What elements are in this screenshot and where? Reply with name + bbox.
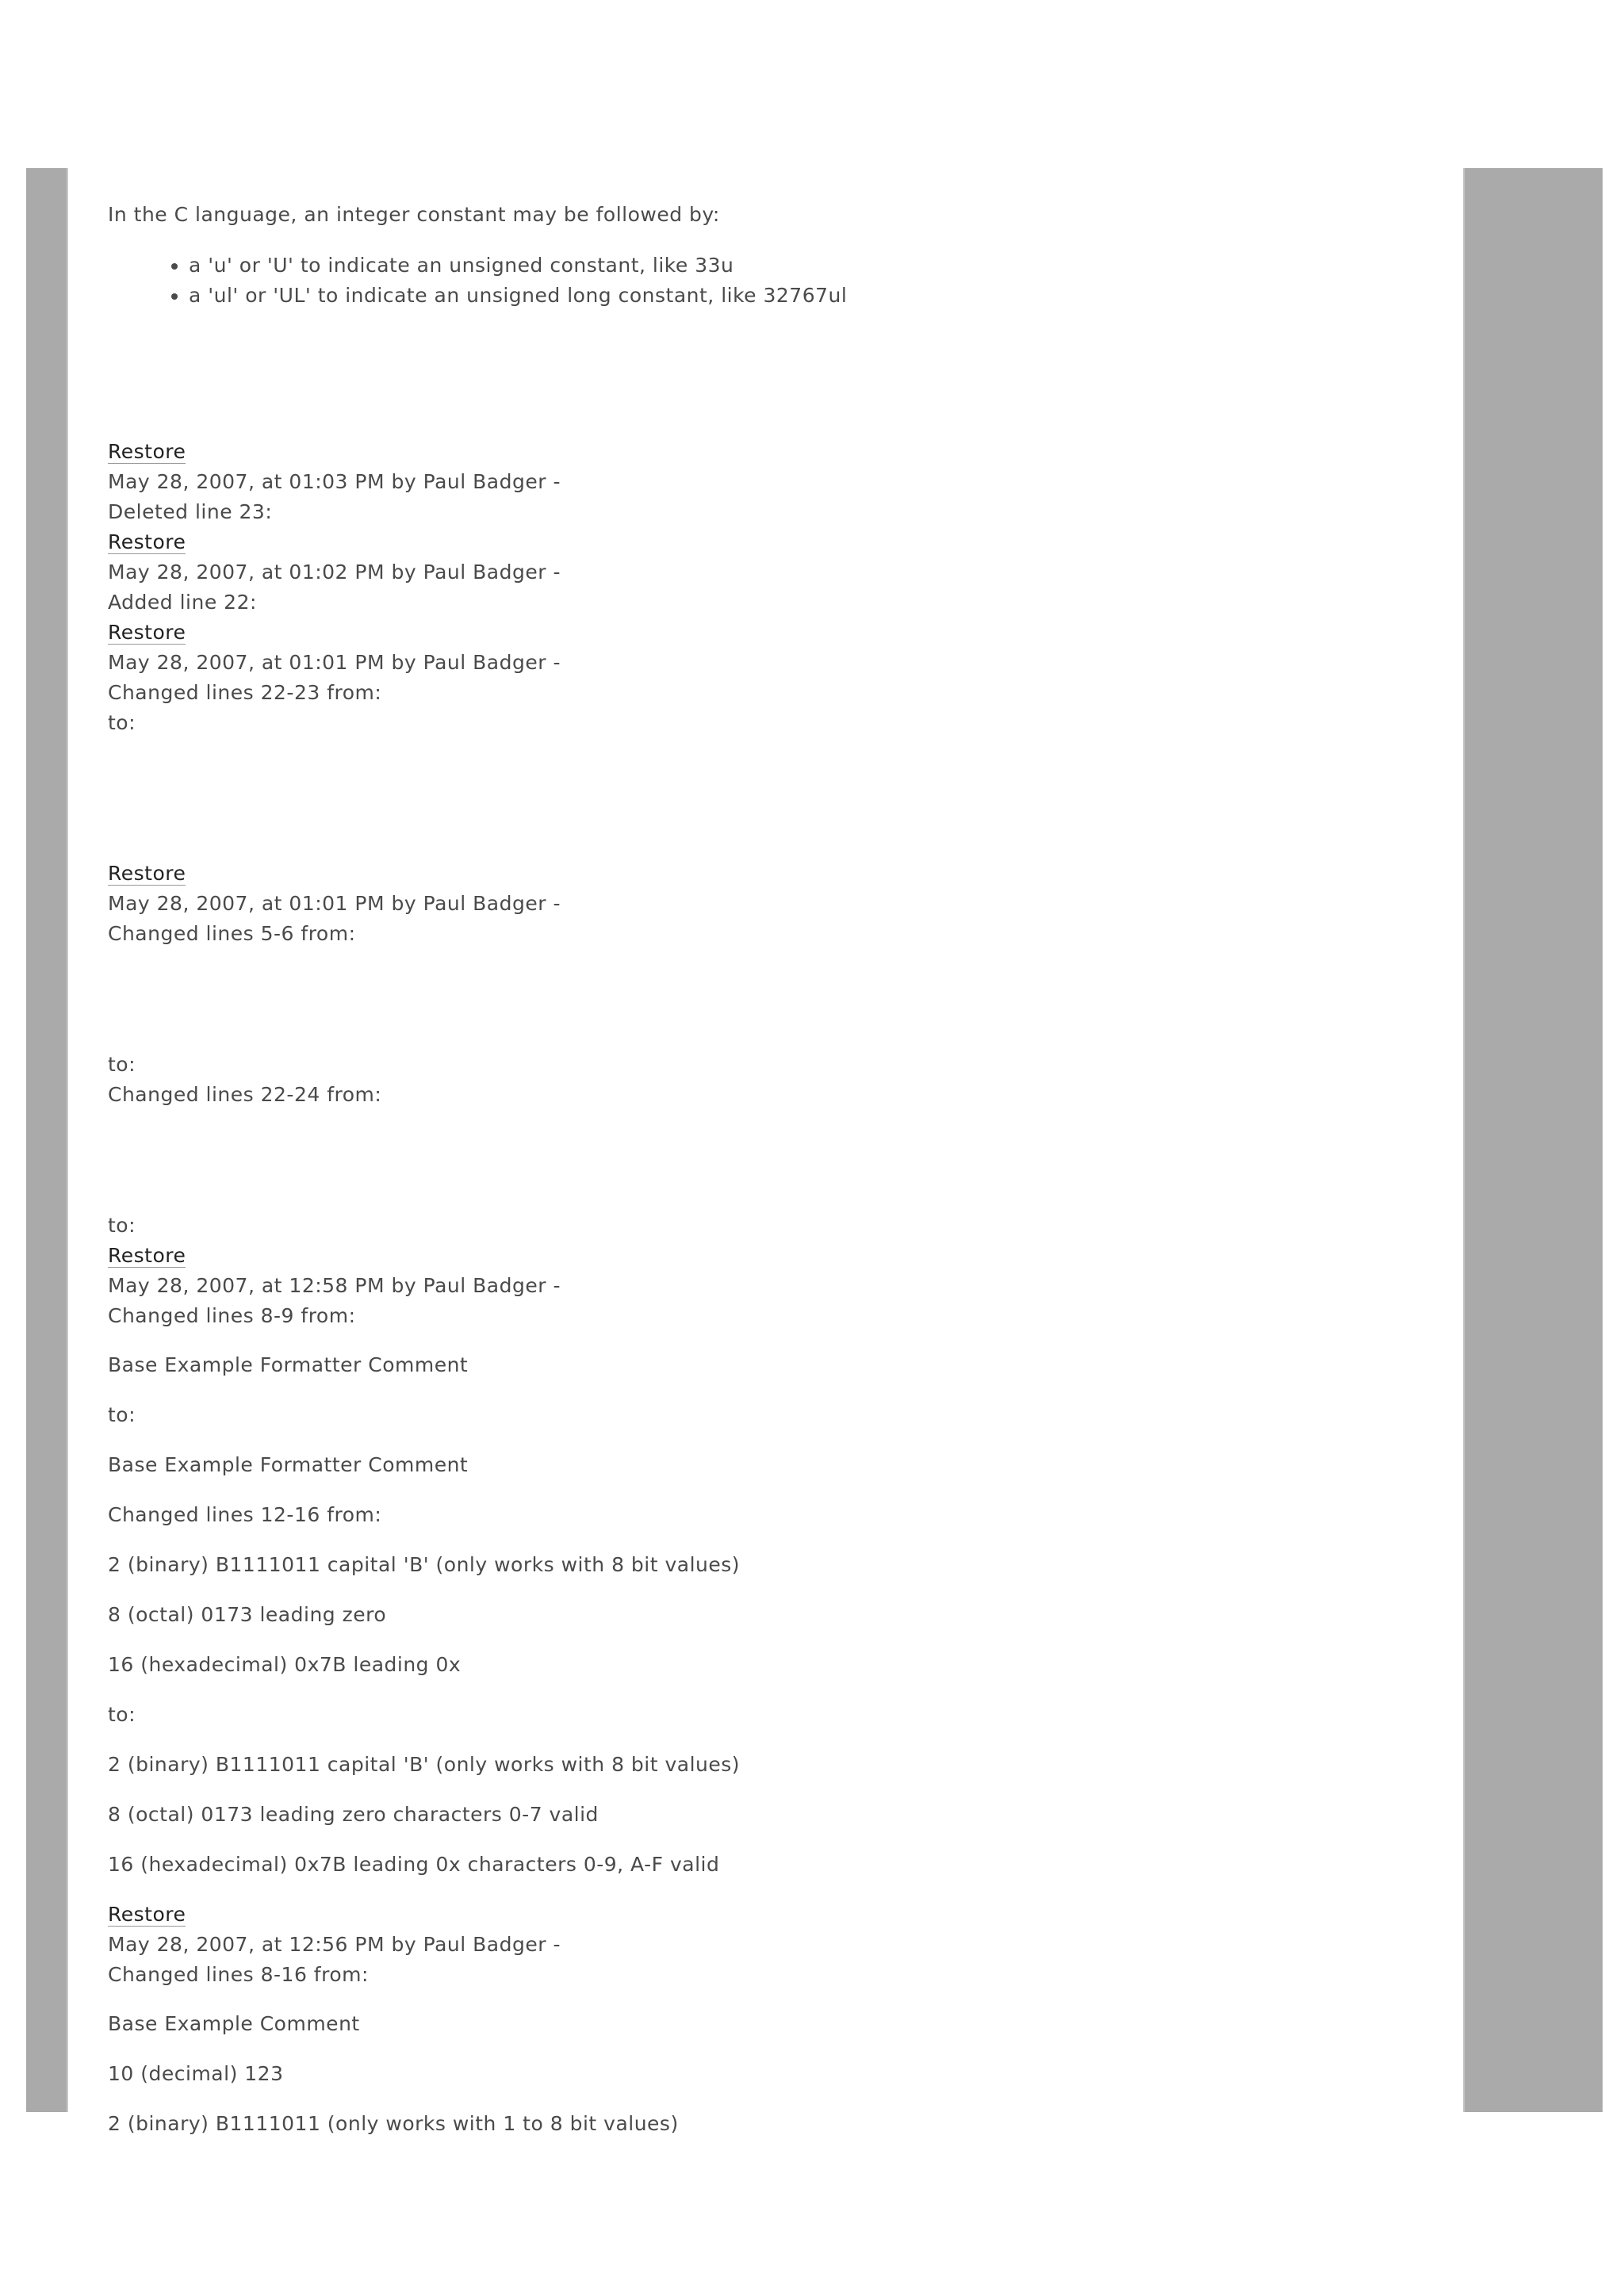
diff-to-label: to: bbox=[108, 1703, 136, 1726]
revision-meta: May 28, 2007, at 01:01 PM by Paul Badger - bbox=[108, 892, 561, 915]
restore-link[interactable]: Restore bbox=[108, 862, 186, 885]
diff-line: 8 (octal) 0173 leading zero bbox=[108, 1603, 387, 1626]
revision-entry bbox=[108, 1900, 1440, 2139]
list-item: • a 'u' or 'U' to indicate an unsigned constant, like 33u bbox=[189, 251, 1440, 281]
diff-line: 2 (binary) B1111011 capital 'B' (only works with 8 bit values) bbox=[108, 1753, 741, 1776]
right-sidebar bbox=[1463, 168, 1603, 2112]
list-item: • a 'ul' or 'UL' to indicate an unsigned long constant, like 32767ul bbox=[189, 281, 1440, 311]
diff-line: 8 (octal) 0173 leading zero characters 0-7 valid bbox=[108, 1803, 599, 1826]
revision-entry bbox=[108, 1241, 1440, 1880]
diff-line: 16 (hexadecimal) 0x7B leading 0x characters 0-9, A-F valid bbox=[108, 1853, 720, 1876]
revision-change: Changed lines 8-16 from: bbox=[108, 1963, 369, 1986]
restore-link[interactable]: Restore bbox=[108, 530, 186, 553]
revision-meta: May 28, 2007, at 01:03 PM by Paul Badger - bbox=[108, 470, 561, 493]
diff-spacer bbox=[108, 311, 1440, 437]
revision-entry bbox=[108, 618, 1440, 738]
revision-meta: May 28, 2007, at 12:56 PM by Paul Badger - bbox=[108, 1933, 561, 1956]
intro-text: In the C language, an integer constant may be followed by: bbox=[108, 203, 720, 226]
intro-list bbox=[108, 251, 1440, 311]
diff-to-label: to: bbox=[108, 1053, 136, 1076]
left-margin-bar bbox=[26, 168, 68, 2112]
revision-change: Changed lines 8-9 from: bbox=[108, 1304, 356, 1327]
restore-link[interactable]: Restore bbox=[108, 621, 186, 644]
page-content bbox=[108, 200, 1440, 2139]
diff-to-label: to: bbox=[108, 711, 136, 734]
diff-line: Base Example Comment bbox=[108, 2012, 360, 2035]
revision-change: Changed lines 22-23 from: bbox=[108, 681, 382, 704]
diff-line: Base Example Formatter Comment bbox=[108, 1353, 469, 1376]
revision-entry bbox=[108, 437, 1440, 527]
revision-change: Changed lines 12-16 from: bbox=[108, 1503, 382, 1526]
revision-meta: May 28, 2007, at 12:58 PM by Paul Badger - bbox=[108, 1274, 561, 1297]
diff-spacer bbox=[108, 738, 1440, 859]
diff-to-label: to: bbox=[108, 1403, 136, 1426]
restore-link[interactable]: Restore bbox=[108, 440, 186, 463]
diff-line: 2 (binary) B1111011 capital 'B' (only works with 8 bit values) bbox=[108, 1553, 741, 1576]
diff-spacer bbox=[108, 1110, 1440, 1211]
revision-entry bbox=[108, 859, 1440, 1241]
revision-meta: May 28, 2007, at 01:02 PM by Paul Badger - bbox=[108, 561, 561, 584]
restore-link[interactable]: Restore bbox=[108, 1903, 186, 1926]
restore-link[interactable]: Restore bbox=[108, 1244, 186, 1267]
revision-change: Changed lines 5-6 from: bbox=[108, 922, 356, 945]
revision-change: Deleted line 23: bbox=[108, 500, 273, 523]
diff-line: Base Example Formatter Comment bbox=[108, 1453, 469, 1476]
diff-spacer bbox=[108, 949, 1440, 1050]
revision-change: Added line 22: bbox=[108, 591, 257, 614]
diff-line: 16 (hexadecimal) 0x7B leading 0x bbox=[108, 1653, 462, 1676]
revision-change: Changed lines 22-24 from: bbox=[108, 1083, 382, 1106]
revision-entry bbox=[108, 527, 1440, 618]
diff-line: 10 (decimal) 123 bbox=[108, 2062, 284, 2085]
diff-line: 2 (binary) B1111011 (only works with 1 to 8 bit values) bbox=[108, 2112, 679, 2135]
diff-to-label: to: bbox=[108, 1214, 136, 1237]
revision-meta: May 28, 2007, at 01:01 PM by Paul Badger - bbox=[108, 651, 561, 674]
